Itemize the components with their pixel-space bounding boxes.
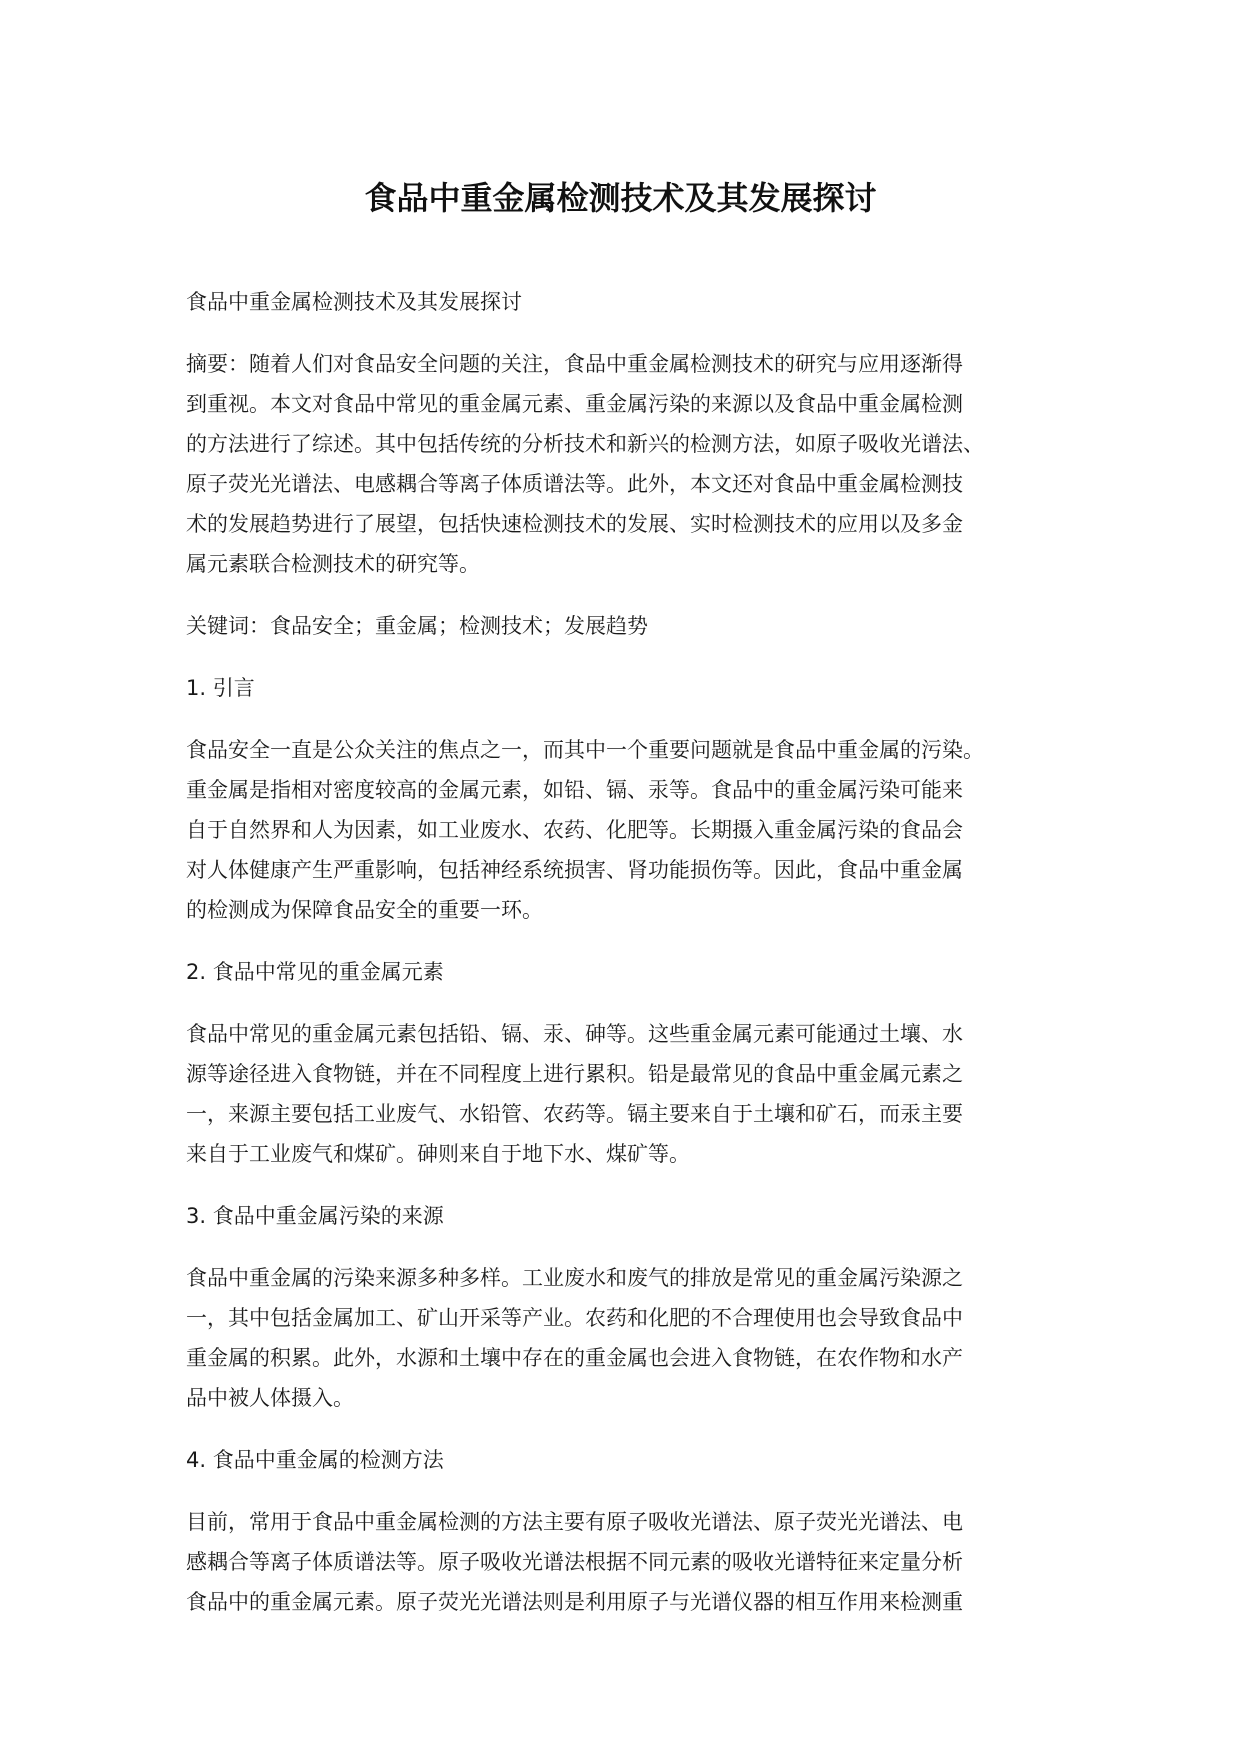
paragraph-line: 重金属是指相对密度较高的金属元素，如铅、镉、汞等。食品中的重金属污染可能来: [186, 778, 963, 802]
abstract-line: 原子荧光光谱法、电感耦合等离子体质谱法等。此外，本文还对食品中重金属检测技: [186, 472, 963, 496]
paragraph-line: 的检测成为保障食品安全的重要一环。: [186, 898, 543, 922]
abstract-paragraph: [186, 344, 1062, 584]
section-heading-detection-methods: 4. 食品中重金属的检测方法: [186, 1448, 444, 1472]
keywords-line: 关键词：食品安全；重金属；检测技术；发展趋势: [186, 614, 648, 638]
section-heading-introduction: 1. 引言: [186, 676, 255, 700]
paragraph-line: 一，来源主要包括工业废气、水铅管、农药等。镉主要来自于土壤和矿石，而汞主要: [186, 1102, 963, 1126]
paragraph-line: 感耦合等离子体质谱法等。原子吸收光谱法根据不同元素的吸收光谱特征来定量分析: [186, 1550, 963, 1574]
section-heading-pollution-sources: 3. 食品中重金属污染的来源: [186, 1204, 444, 1228]
section-paragraph-common-elements: [186, 1014, 1062, 1174]
paragraph-line: 食品中常见的重金属元素包括铅、镉、汞、砷等。这些重金属元素可能通过土壤、水: [186, 1022, 963, 1046]
document-body: [186, 282, 1062, 1644]
abstract-line: 属元素联合检测技术的研究等。: [186, 552, 480, 576]
document-title: 食品中重金属检测技术及其发展探讨: [364, 179, 877, 217]
paragraph-line: 食品安全一直是公众关注的焦点之一，而其中一个重要问题就是食品中重金属的污染。: [186, 738, 984, 762]
abstract-line: 术的发展趋势进行了展望，包括快速检测技术的发展、实时检测技术的应用以及多金: [186, 512, 963, 536]
paragraph-line: 重金属的积累。此外，水源和土壤中存在的重金属也会进入食物链，在农作物和水产: [186, 1346, 963, 1370]
abstract-line: 到重视。本文对食品中常见的重金属元素、重金属污染的来源以及食品中重金属检测: [186, 392, 963, 416]
paragraph-line: 源等途径进入食物链，并在不同程度上进行累积。铅是最常见的食品中重金属元素之: [186, 1062, 963, 1086]
section-paragraph-introduction: [186, 730, 1062, 930]
paragraph-line: 自于自然界和人为因素，如工业废水、农药、化肥等。长期摄入重金属污染的食品会: [186, 818, 963, 842]
section-paragraph-detection-methods: [186, 1502, 1062, 1622]
section-paragraph-pollution-sources: [186, 1258, 1062, 1418]
paragraph-line: 一，其中包括金属加工、矿山开采等产业。农药和化肥的不合理使用也会导致食品中: [186, 1306, 963, 1330]
section-heading-common-elements: 2. 食品中常见的重金属元素: [186, 960, 444, 984]
document-subtitle: 食品中重金属检测技术及其发展探讨: [186, 290, 522, 314]
paragraph-line: 来自于工业废气和煤矿。砷则来自于地下水、煤矿等。: [186, 1142, 690, 1166]
abstract-line: 的方法进行了综述。其中包括传统的分析技术和新兴的检测方法，如原子吸收光谱法、: [186, 432, 984, 456]
paragraph-line: 品中被人体摄入。: [186, 1386, 354, 1410]
paragraph-line: 目前，常用于食品中重金属检测的方法主要有原子吸收光谱法、原子荧光光谱法、电: [186, 1510, 963, 1534]
paragraph-line: 食品中重金属的污染来源多种多样。工业废水和废气的排放是常见的重金属污染源之: [186, 1266, 963, 1290]
paragraph-line: 对人体健康产生严重影响，包括神经系统损害、肾功能损伤等。因此，食品中重金属: [186, 858, 963, 882]
paragraph-line: 食品中的重金属元素。原子荧光光谱法则是利用原子与光谱仪器的相互作用来检测重: [186, 1590, 963, 1614]
abstract-line: 摘要：随着人们对食品安全问题的关注，食品中重金属检测技术的研究与应用逐渐得: [186, 352, 963, 376]
